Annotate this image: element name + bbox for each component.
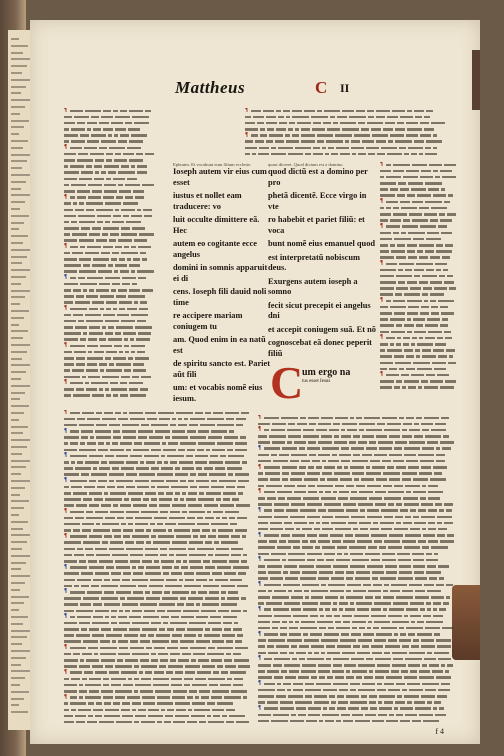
paragraph-mark: ¶ xyxy=(64,613,68,620)
left-page-text-line xyxy=(11,650,31,652)
paragraph-mark: ¶ xyxy=(64,508,68,514)
left-page-text-line xyxy=(11,262,22,264)
paragraph-mark: ¶ xyxy=(64,108,68,113)
paragraph-mark: ¶ xyxy=(380,162,384,167)
left-page-text-line xyxy=(11,351,27,353)
left-page-text-line xyxy=(11,188,21,190)
verse-line: bunt nomẽ eius emanuel quod xyxy=(268,239,376,248)
bottom-right-commentary xyxy=(258,415,458,728)
left-page-text-line xyxy=(11,487,25,489)
left-page-text-line xyxy=(11,249,32,251)
left-page-text-line xyxy=(11,358,22,360)
left-page-text-line xyxy=(11,92,21,94)
left-page-text-line xyxy=(11,371,26,373)
folio-number: f 4 xyxy=(435,727,444,736)
left-page-text-line xyxy=(11,480,30,482)
left-page-text-line xyxy=(11,398,20,400)
paragraph-mark: ¶ xyxy=(64,668,68,675)
paragraph-mark: ¶ xyxy=(258,704,262,711)
center-text-column xyxy=(173,162,273,402)
paragraph-mark: ¶ xyxy=(380,297,384,304)
paragraph-mark: ¶ xyxy=(380,260,384,266)
left-page-text-line xyxy=(11,45,28,47)
paragraph-mark: ¶ xyxy=(380,198,384,205)
left-page-text-line xyxy=(11,167,22,169)
left-page-text-line xyxy=(11,446,27,448)
verse-line: am. Quod enim in ea natũ est xyxy=(173,335,266,355)
left-page-text-line xyxy=(11,58,32,60)
left-page-text-line xyxy=(11,317,24,319)
left-page-text-line xyxy=(11,555,31,557)
left-page-text-line xyxy=(11,79,31,81)
left-page-text-line xyxy=(11,72,22,74)
verse-line: est interpretatũ nobiscum deus. xyxy=(268,252,360,272)
paragraph-mark: ¶ xyxy=(245,108,249,113)
left-page-text-line xyxy=(11,609,19,611)
left-page-text-line xyxy=(11,664,21,666)
chapter-number: II xyxy=(340,81,350,95)
left-gloss-column xyxy=(64,108,156,408)
left-page-text-line xyxy=(11,113,20,115)
paragraph-mark: ¶ xyxy=(380,334,384,341)
left-page-text-line xyxy=(11,636,27,638)
left-page-text-line xyxy=(11,473,21,475)
paragraph-mark: ¶ xyxy=(258,488,262,495)
left-page-text-line xyxy=(11,228,19,230)
paragraph-mark: ¶ xyxy=(258,680,262,687)
text-line xyxy=(245,151,450,157)
left-page-text-line xyxy=(11,106,25,108)
left-page-text-line xyxy=(11,460,31,462)
left-page-text-line xyxy=(11,521,28,523)
verse-line: Ioseph autem vir eius cum esset xyxy=(173,167,267,187)
manuscript-page xyxy=(30,20,480,744)
left-page-text-line xyxy=(11,38,19,40)
left-page-text-line xyxy=(11,711,28,713)
right-text-column xyxy=(268,162,376,362)
left-page-text-line xyxy=(11,596,29,598)
left-page-text-line xyxy=(11,310,29,312)
left-page-text-line xyxy=(11,507,24,509)
paragraph-mark: ¶ xyxy=(258,556,262,563)
left-page-text-line xyxy=(11,364,31,366)
paragraph-mark: ¶ xyxy=(258,531,262,538)
left-page-text-line xyxy=(11,296,25,298)
text-line xyxy=(380,385,458,391)
paragraph-mark: ¶ xyxy=(380,371,384,378)
chapter-initial: C xyxy=(270,357,304,408)
left-page-text-line xyxy=(11,623,23,625)
left-page-text-line xyxy=(11,439,32,441)
left-page-text-line xyxy=(11,154,32,156)
left-page-text-line xyxy=(11,616,28,618)
paragraph-mark: ¶ xyxy=(64,563,68,570)
left-page-text-line xyxy=(11,534,32,536)
left-page-text-line xyxy=(11,208,20,210)
left-page-text-line xyxy=(11,698,24,700)
interlinear-gloss: Ephraim. Et vocabunt eum filium ecclesie. xyxy=(173,162,252,167)
left-page-text-line xyxy=(11,657,26,659)
paragraph-mark: ¶ xyxy=(380,222,384,229)
left-page-text-line xyxy=(11,494,20,496)
left-page-text-line xyxy=(11,392,25,394)
left-page-text-line xyxy=(11,419,19,421)
left-page-text-line xyxy=(11,86,26,88)
verse-line: iustus et nollet eam traducere: vo xyxy=(173,191,242,211)
left-page-text-line xyxy=(11,290,30,292)
left-page-text-line xyxy=(11,147,23,149)
left-page-text-line xyxy=(11,426,28,428)
left-page-text-line xyxy=(11,276,26,278)
left-page-text-line xyxy=(11,160,27,162)
text-line xyxy=(64,719,254,725)
paragraph-mark: ¶ xyxy=(64,588,68,595)
left-page-text-line xyxy=(11,589,20,591)
chapter-opening-text xyxy=(302,367,382,407)
paragraph-mark: ¶ xyxy=(258,506,262,513)
paragraph-mark: ¶ xyxy=(245,131,249,138)
text-line xyxy=(64,393,156,399)
left-page-text-line xyxy=(11,514,19,516)
left-page-text-line xyxy=(11,283,21,285)
left-page-text-line xyxy=(11,541,27,543)
left-page-text-line xyxy=(11,324,19,326)
paragraph-mark: ¶ xyxy=(258,630,262,637)
verse-line: phetã dicentẽ. Ecce virgo in vte xyxy=(268,191,367,211)
left-page-text-line xyxy=(11,500,29,502)
verse-line: ro habebit et pariet filiũ: et voca xyxy=(268,215,365,235)
left-page-text-line xyxy=(11,222,24,224)
verse-line: quod dictũ est a domino per pro xyxy=(268,167,368,187)
left-page-text-line xyxy=(11,575,30,577)
left-page-text-line xyxy=(11,52,23,54)
left-page-text-line xyxy=(11,330,28,332)
paragraph-mark: ¶ xyxy=(64,193,68,200)
right-gloss-column xyxy=(380,162,458,402)
left-page-text-line xyxy=(11,385,30,387)
paragraph-mark: ¶ xyxy=(64,342,68,349)
chapter-opening-line-2: tus esset Iesus xyxy=(302,379,331,384)
verse-line: autem eo cogitante ecce angelus xyxy=(173,239,257,259)
verse-line: et accepit coniugem suã. Et nõ xyxy=(268,324,376,334)
paragraph-mark: ¶ xyxy=(258,655,262,662)
verse-line: fecit sicut precepit ei angelus dni xyxy=(268,300,371,320)
left-page-text-line xyxy=(11,133,19,135)
paragraph-mark: ¶ xyxy=(64,379,68,386)
left-page-text-line xyxy=(11,65,27,67)
paragraph-mark: ¶ xyxy=(64,477,68,484)
paragraph-mark: ¶ xyxy=(258,581,262,588)
left-page-text-line xyxy=(11,215,29,217)
text-line xyxy=(258,718,458,724)
paragraph-mark: ¶ xyxy=(64,452,68,459)
book-title: Mattheus xyxy=(175,78,246,97)
paragraph-mark: ¶ xyxy=(258,415,262,420)
left-page-text-line xyxy=(11,568,21,570)
left-page-text-line xyxy=(11,256,27,258)
left-page-text-line xyxy=(11,344,32,346)
left-page-text-line xyxy=(11,140,28,142)
paragraph-mark: ¶ xyxy=(64,427,68,434)
left-page-text-line xyxy=(11,405,29,407)
left-page-text-line xyxy=(11,378,21,380)
verse-line: de spiritu sancto est. Pariet aũt fili xyxy=(173,359,270,379)
paragraph-mark: ¶ xyxy=(258,444,262,451)
verse-line: domini in somnis apparuit ei di xyxy=(173,263,268,283)
left-page-text-line xyxy=(11,303,20,305)
running-header xyxy=(175,78,405,106)
paragraph-mark: ¶ xyxy=(258,426,262,433)
left-page-text-line xyxy=(11,337,23,339)
left-page-text-line xyxy=(11,174,31,176)
verse-line: cognoscebat eã donec peperit filiũ xyxy=(268,338,372,358)
left-page-text-line xyxy=(11,412,24,414)
verse-line: cens. Ioseph fili dauid noli time xyxy=(173,287,267,307)
left-page-text-line xyxy=(11,670,30,672)
left-page-text-line xyxy=(11,466,26,468)
left-page-text-line xyxy=(11,201,25,203)
left-page-text-line xyxy=(11,562,26,564)
interlinear-gloss-right: quasi diceret. Quod dictum est a domino. xyxy=(268,162,344,167)
left-page-text-line xyxy=(11,269,31,271)
paragraph-mark: ¶ xyxy=(64,243,68,250)
paragraph-mark: ¶ xyxy=(64,532,68,539)
left-page-text-line xyxy=(11,643,22,645)
left-page-text-line xyxy=(11,677,25,679)
left-page-text-line xyxy=(11,181,26,183)
left-page-text-line xyxy=(11,242,23,244)
paragraph-mark: ¶ xyxy=(64,693,68,700)
paragraph-mark: ¶ xyxy=(64,274,68,281)
left-page-text-line xyxy=(11,582,25,584)
paragraph-mark: ¶ xyxy=(258,605,262,612)
left-page-text-line xyxy=(11,684,20,686)
top-right-commentary xyxy=(245,108,450,163)
left-page-text-line xyxy=(11,528,23,530)
paragraph-mark: ¶ xyxy=(64,305,68,311)
left-page-text-line xyxy=(11,602,24,604)
left-page-text-line xyxy=(11,126,24,128)
left-page-text-line xyxy=(11,194,30,196)
paragraph-mark: ¶ xyxy=(64,410,68,415)
left-page-text-line xyxy=(11,432,23,434)
left-page-text-line xyxy=(11,704,19,706)
bottom-left-commentary xyxy=(64,410,254,728)
chapter-opening-line-1: um ergo na xyxy=(302,367,351,378)
paragraph-mark: ¶ xyxy=(64,644,68,651)
paragraph-mark: ¶ xyxy=(258,463,262,470)
left-page-text-line xyxy=(11,453,22,455)
verse-line: um: et vocabis nomẽ eius iesum. xyxy=(173,383,263,402)
left-page-text-line xyxy=(11,630,32,632)
left-page-text-line xyxy=(11,235,28,237)
chapter-letter: C xyxy=(315,78,328,97)
left-page-text-line xyxy=(11,99,30,101)
left-page-text-line xyxy=(11,691,29,693)
verse-line: re accipere mariam coniugem tu xyxy=(173,311,243,331)
paragraph-mark: ¶ xyxy=(64,144,68,151)
verse-line: Exurgens autem ioseph a somno xyxy=(268,276,358,296)
page-binding-strip xyxy=(472,50,480,110)
left-page-text-line xyxy=(11,120,29,122)
verse-line: luit occulte dimittere eã. Hec xyxy=(173,215,260,235)
left-page-text-line xyxy=(11,548,22,550)
